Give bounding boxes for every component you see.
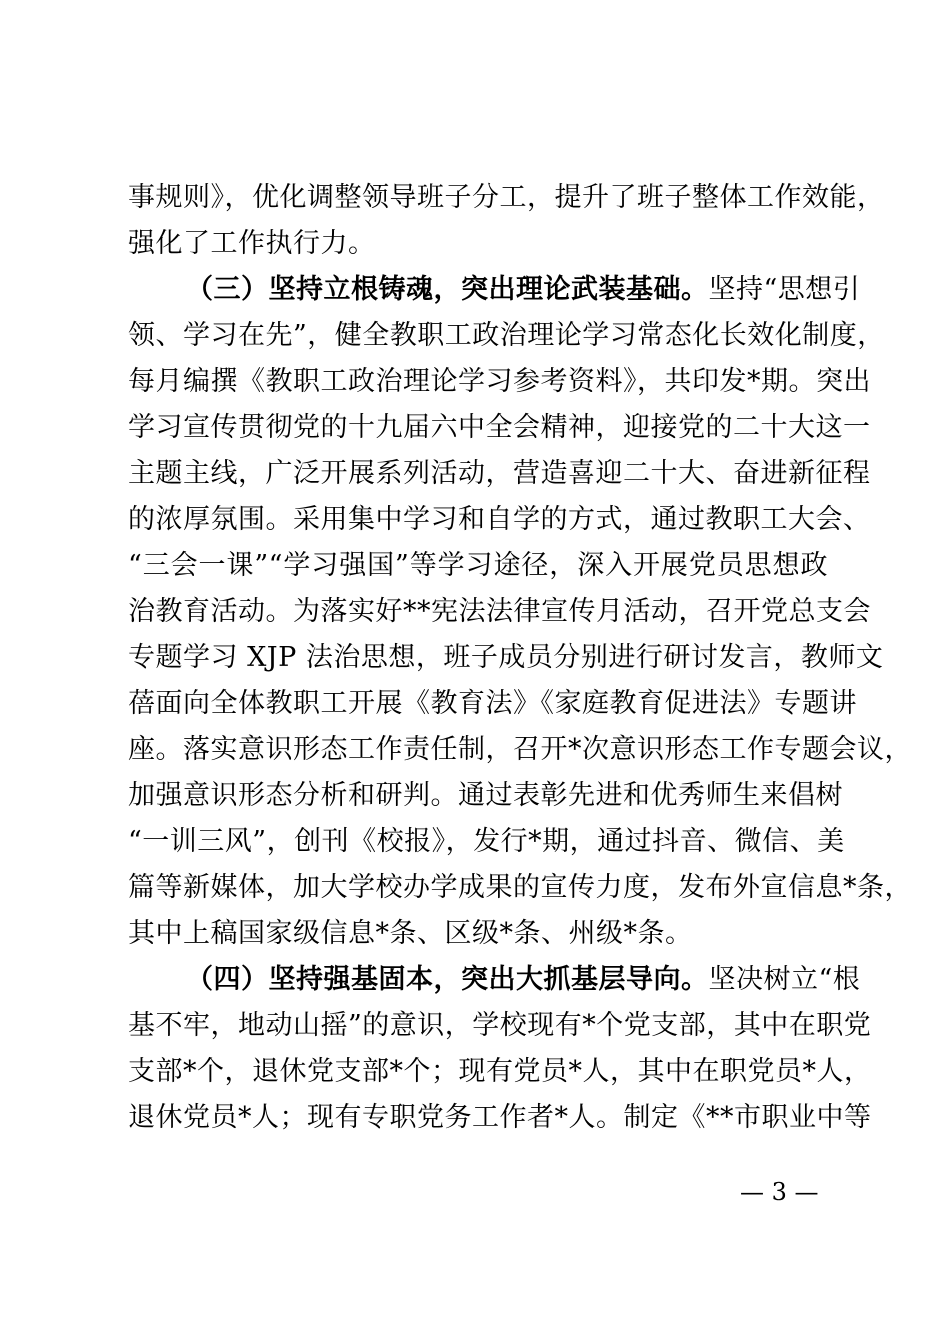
body-text-line: 支部*个，退休党支部*个；现有党员*人，其中在职党员*人， (128, 1056, 872, 1087)
body-text-line: 每月编撰《教职工政治理论学习参考资料》，共印发*期。突出 (128, 366, 871, 397)
body-text-line: 的浓厚氛围。采用集中学习和自学的方式，通过教职工大会、 (128, 504, 871, 535)
body-text-line: 蓓面向全体教职工开展《教育法》《家庭教育促进法》专题讲 (128, 688, 857, 719)
body-text-line: “三会一课”“学习强国”等学习途径，深入开展党员思想政 (128, 550, 828, 581)
section-three-lead-text: 坚持“思想引 (708, 274, 861, 305)
section-three-heading: （三）坚持立根铸魂，突出理论武装基础。 (186, 274, 709, 305)
body-text-line: 强化了工作执行力。 (128, 228, 376, 259)
body-text-line: 基不牢，地动山摇”的意识，学校现有*个党支部，其中在职党 (128, 1010, 872, 1041)
body-text-line: 加强意识形态分析和研判。通过表彰先进和优秀师生来倡树 (128, 780, 843, 811)
body-text-line: 其中上稿国家级信息*条、区级*条、州级*条。 (128, 918, 693, 949)
section-four-heading: （四）坚持强基固本，突出大抓基层导向。 (186, 964, 709, 995)
section-three-first-line (186, 268, 861, 312)
section-four-first-line (186, 958, 861, 1002)
body-text-line: 主题主线，广泛开展系列活动，营造喜迎二十大、奋进新征程 (128, 458, 871, 489)
body-text-line: 篇等新媒体，加大学校办学成果的宣传力度，发布外宣信息*条， (128, 872, 912, 903)
body-text-line: 学习宣传贯彻党的十九届六中全会精神，迎接党的二十大这一 (128, 412, 871, 443)
body-text-line: 座。落实意识形态工作责任制，召开*次意识形态工作专题会议， (128, 734, 912, 765)
body-text-line: 领、学习在先”，健全教职工政治理论学习常态化长效化制度， (128, 320, 885, 351)
body-text-line: 专题学习 XJP 法治思想，班子成员分别进行研讨发言，教师文 (128, 642, 884, 673)
page-number: — 3 — (740, 1178, 819, 1206)
body-text-line: 退休党员*人；现有专职党务工作者*人。制定《**市职业中等 (128, 1102, 872, 1133)
body-text-line: “一训三风”，创刊《校报》，发行*期，通过抖音、微信、美 (128, 826, 845, 857)
body-text-line: 事规则》，优化调整领导班子分工，提升了班子整体工作效能， (128, 182, 885, 213)
section-four-lead-text: 坚决树立“根 (708, 964, 861, 995)
body-text-line: 治教育活动。为落实好**宪法法律宣传月活动，召开党总支会 (128, 596, 871, 627)
